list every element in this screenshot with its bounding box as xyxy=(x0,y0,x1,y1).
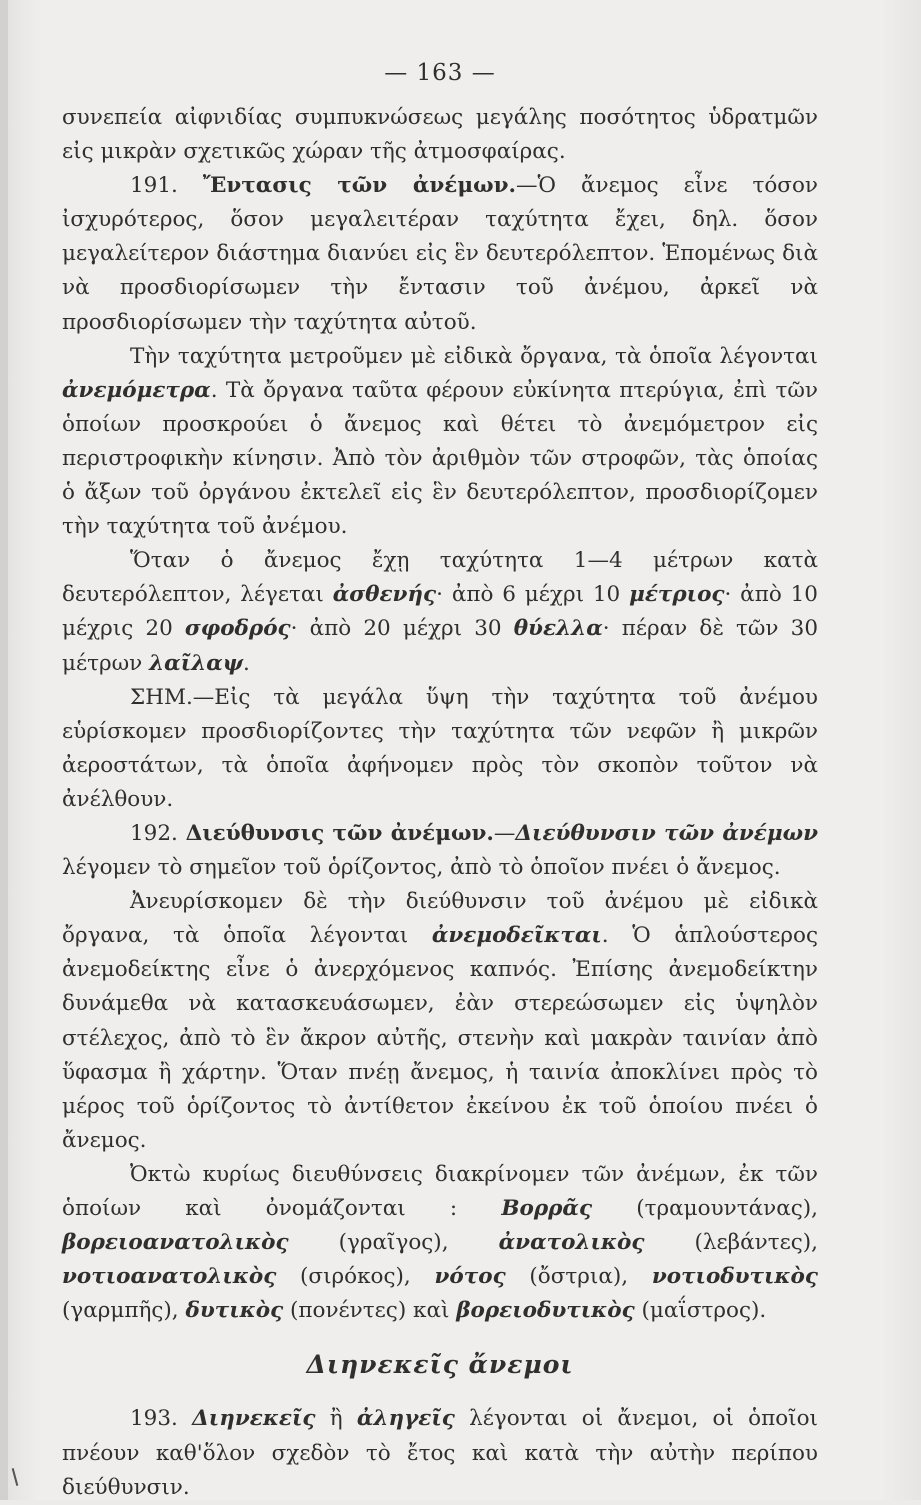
emphasized-term: Διεύθυνσιν τῶν ἀνέμων xyxy=(515,820,818,846)
emphasized-term: ἀνατολικὸς xyxy=(498,1230,645,1256)
emphasized-term: ἀνεμόμετρα xyxy=(62,377,211,403)
paragraph-p9 xyxy=(62,1402,818,1504)
text-run: . Τὰ ὄργανα ταῦτα φέρουν εὐκίνητα πτερύγια, ἐπὶ τῶν ὁποίων προσκρούει ὁ ἄνεμος καὶ θέτει τὸ ἀνεμόμετρον εἰς περιστροφικὴν κίνησιν. Ἀπὸ τὸν ἀριθμὸν τῶν στροφῶν, τὰς ὁποίας ὁ ἄξων τοῦ ὀργάνου ἐκτελεῖ εἰς ἓν δευτερόλεπτον, προσδιορίζομεν τὴν ταχύτητα τοῦ ἀνέμου. xyxy=(62,377,818,540)
text-run: λέγονται οἱ ἄνεμοι, οἱ ὁποῖοι πνέουν καθ'ὅλον σχεδὸν τὸ ἔτος καὶ κατὰ τὴν αὐτὴν περίπου διεύθυνσιν. xyxy=(62,1406,818,1500)
emphasized-term: λαῖλαψ xyxy=(149,650,243,676)
text-run: (ὄστρια), xyxy=(505,1264,652,1290)
text-run: Ἀνευρίσκομεν δὲ τὴν διεύθυνσιν τοῦ ἀνέμου μὲ εἰδικὰ ὄργανα, τὰ ὁποῖα λέγονται xyxy=(62,889,818,949)
paragraph-p3 xyxy=(62,340,818,545)
emphasized-term: ἀσθενής xyxy=(332,582,437,608)
text-run: (γραῖγος), xyxy=(288,1230,499,1256)
text-run: · πέραν δὲ τῶν 30 μέτρων xyxy=(62,616,818,676)
body-text xyxy=(62,101,818,1505)
emphasized-term: δυτικὸς xyxy=(185,1298,284,1324)
text-run: Ὀκτὼ κυρίως διευθύνσεις διακρίνομεν τῶν ἀνέμων, ἐκ τῶν ὁποίων καὶ ὀνομάζονται : xyxy=(62,1161,818,1221)
emphasized-term: νότος xyxy=(434,1264,506,1290)
text-run: . Ὁ ἁπλούστερος ἀνεμοδείκτης εἶνε ὁ ἀνερχόμενος καπνός. Ἐπίσης ἀνεμοδείκτην δυνάμεθα νὰ κατασκευάσωμεν, ἐὰν στερεώσωμεν εἰς ὑψηλὸν στέλεχος, ἀπὸ τὸ ἓν ἄκρον αὐτῆς, στενὴν καὶ μακρὰν ταινίαν ἀπὸ ὕφασμα ἢ χάρτην. Ὅταν πνέῃ ἄνεμος, ἡ ταινία ἀποκλίνει πρὸς τὸ μέρος τοῦ ὁρίζοντος τὸ ἀντίθετον ἐκείνου ἐκ τοῦ ὁποίου πνέει ὁ ἄνεμος. xyxy=(62,923,818,1153)
text-run: · ἀπὸ 20 μέχρι 30 xyxy=(290,616,514,642)
emphasized-term: νοτιοανατολικὸς xyxy=(62,1264,277,1290)
binding-gutter xyxy=(0,0,8,1500)
text-run: (σιρόκος), xyxy=(276,1264,435,1290)
text-run: (γαρμπῆς), xyxy=(62,1298,186,1324)
text-run: (λεβάντες), xyxy=(644,1230,818,1256)
emphasized-term: νοτιοδυτικὸς xyxy=(651,1264,818,1290)
paragraph-p1 xyxy=(62,101,818,169)
text-run: λέγομεν τὸ σημεῖον τοῦ ὁρίζοντος, ἀπὸ τὸ ὁποῖον πνέει ὁ ἄνεμος. xyxy=(62,855,781,881)
text-run: 193. xyxy=(130,1406,193,1432)
text-run: —Ὁ ἄνεμος εἶνε τόσον ἰσχυρότερος, ὅσον μεγαλειτέραν ταχύτητα ἔχει, δηλ. ὅσον μεγαλείτερον διάστημα διανύει εἰς ἓν δευτερόλεπτον. Ἑπομένως διὰ νὰ προσδιορίσωμεν τὴν ἔντασιν τοῦ ἀνέμου, ἀρκεῖ νὰ προσδιορίσωμεν τὴν ταχύτητα αὐτοῦ. xyxy=(62,173,818,335)
text-run: ἢ xyxy=(315,1406,357,1432)
text-run: (πονέντες) καὶ xyxy=(283,1298,457,1324)
margin-mark xyxy=(12,1468,19,1486)
paragraph-p2 xyxy=(62,169,818,339)
emphasized-term: θύελλα xyxy=(513,616,603,642)
text-run: — xyxy=(493,820,516,846)
emphasized-term: βορειοδυτικὸς xyxy=(456,1298,635,1324)
emphasized-term: Διεύθυνσις τῶν ἀνέμων. xyxy=(185,820,494,846)
text-run: ΣΗΜ.—Εἰς τὰ μεγάλα ὕψη τὴν ταχύτητα τοῦ ἀνέμου εὑρίσκομεν προσδιορίζοντες τὴν ταχύτητα τῶν νεφῶν ἢ μικρῶν ἀεροστάτων, τὰ ὁποῖα ἀφήνομεν πρὸς τὸν σκοπὸν τοῦτον νὰ ἀνέλθουν. xyxy=(62,684,818,812)
text-run: συνεπεία αἰφνιδίας συμπυκνώσεως μεγάλης ποσότητος ὑδρατμῶν εἰς μικρὰν σχετικῶς χώραν τῆς ἀτμοσφαίρας. xyxy=(62,105,818,165)
text-run: · ἀπὸ 10 μέχρις 20 xyxy=(62,582,818,642)
paragraph-p8 xyxy=(62,1158,818,1328)
paragraphs-after-heading xyxy=(62,1402,818,1504)
text-run: . xyxy=(242,650,250,676)
text-run: 192. xyxy=(130,820,186,846)
emphasized-term: ἀληγεῖς xyxy=(356,1406,455,1432)
text-run: (μαΐστρος). xyxy=(634,1298,767,1324)
paragraph-p6 xyxy=(62,817,818,885)
emphasized-term: μέτριος xyxy=(629,582,725,608)
text-run: · ἀπὸ 6 μέχρι 10 xyxy=(436,582,630,608)
paragraph-p4 xyxy=(62,544,818,680)
paragraph-p7 xyxy=(62,885,818,1158)
text-run: Ὅταν ὁ ἄνεμος ἔχῃ ταχύτητα 1—4 μέτρων κατὰ δευτερόλεπτον, λέγεται xyxy=(62,548,818,608)
section-heading: Διηνεκεῖς ἄνεμοι xyxy=(306,1350,574,1380)
emphasized-term: Διηνεκεῖς xyxy=(192,1406,316,1432)
emphasized-term: Βορρᾶς xyxy=(501,1196,593,1221)
emphasized-term: βορειοανατολικὸς xyxy=(62,1230,289,1256)
text-run: Τὴν ταχύτητα μετροῦμεν μὲ εἰδικὰ ὄργανα, τὰ ὁποῖα λέγονται xyxy=(130,343,818,369)
page-number: — 163 — xyxy=(384,60,496,86)
emphasized-term: Ἔντασις τῶν ἀνέμων. xyxy=(202,173,516,199)
emphasized-term: ἀνεμοδεῖκται xyxy=(431,923,602,949)
paragraph-p5 xyxy=(62,681,818,817)
text-run: (τραμουντάνας), xyxy=(592,1196,818,1221)
text-run: 191. xyxy=(130,173,203,199)
paragraphs-before-heading xyxy=(62,101,818,1328)
emphasized-term: σφοδρός xyxy=(184,616,291,642)
